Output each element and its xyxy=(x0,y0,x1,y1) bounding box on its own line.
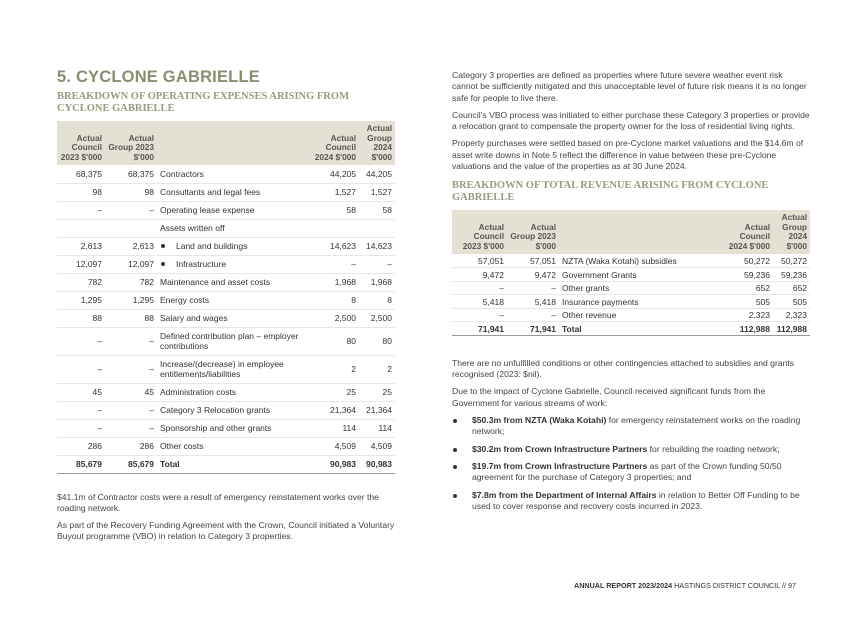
description-cell xyxy=(559,281,721,295)
description-cell xyxy=(157,309,307,327)
council-2024-cell: 25 xyxy=(307,383,359,401)
council-2024-cell: 59,236 xyxy=(721,268,773,282)
bullet-icon xyxy=(453,494,457,498)
row-label: Other revenue xyxy=(562,310,617,321)
description-cell xyxy=(157,291,307,309)
council-2024-cell: 2,323 xyxy=(721,308,773,322)
group-2023-cell: 2,613 xyxy=(105,237,157,255)
description-cell xyxy=(559,308,721,322)
table-row xyxy=(57,219,395,237)
group-2023-cell: 45 xyxy=(105,383,157,401)
council-2023-cell: 45 xyxy=(57,383,105,401)
group-2023-cell: – xyxy=(105,355,157,383)
group-2023-cell: 88 xyxy=(105,309,157,327)
row-label: Energy costs xyxy=(160,295,210,305)
group-2023-cell: – xyxy=(105,201,157,219)
council-2023-cell: 12,097 xyxy=(57,255,105,273)
total-row xyxy=(57,455,395,473)
table-row xyxy=(452,281,810,295)
council-2024-cell: 1,968 xyxy=(307,273,359,291)
group-2024-cell: 2,323 xyxy=(773,308,810,322)
header-group-2024: Actual Group 2024 $'000 xyxy=(359,121,395,165)
row-label: Assets written off xyxy=(160,223,225,233)
council-2024-cell: 80 xyxy=(307,327,359,355)
council-2023-cell: – xyxy=(57,201,105,219)
group-2024-cell: 44,205 xyxy=(359,165,395,183)
table-row xyxy=(452,254,810,268)
group-2024-cell: 50,272 xyxy=(773,254,810,268)
group-2024-cell: – xyxy=(359,255,395,273)
row-label: Sponsorship and other grants xyxy=(160,423,272,433)
table-row xyxy=(57,383,395,401)
bullet-icon xyxy=(453,419,457,423)
council-2024-cell: 44,205 xyxy=(307,165,359,183)
table-row xyxy=(57,273,395,291)
bullet-icon xyxy=(161,244,165,248)
header-council-2023: Actual Council 2023 $'000 xyxy=(452,210,507,254)
council-2023-cell: 1,295 xyxy=(57,291,105,309)
left-column xyxy=(57,68,395,549)
table-row xyxy=(57,237,395,255)
funding-purpose: for rebuilding the roading network; xyxy=(647,443,780,454)
group-2023-cell: – xyxy=(507,281,559,295)
header-council-2024: Actual Council 2024 $'000 xyxy=(721,210,773,254)
group-2023-cell: – xyxy=(507,308,559,322)
funding-amount: $50.3m from NZTA (Waka Kotahi) xyxy=(472,415,607,426)
council-2023-cell: – xyxy=(452,281,507,295)
row-label: NZTA (Waka Kotahi) subsidies xyxy=(562,255,677,266)
row-label: Increase/(decrease) in employee entitlements/liabilities xyxy=(160,359,284,379)
description-cell xyxy=(559,295,721,309)
table-row xyxy=(452,268,810,282)
row-label: Defined contribution plan – employer contributions xyxy=(160,331,299,351)
total-council-2024: 90,983 xyxy=(307,455,359,473)
description-cell xyxy=(157,327,307,355)
council-2023-cell xyxy=(57,219,105,237)
funding-purpose: for emergency reinstatement works on the roading network; xyxy=(472,415,801,437)
description-cell xyxy=(157,255,307,273)
bullet-icon xyxy=(161,262,165,266)
page-footer xyxy=(574,581,796,590)
total-group-2023: 85,679 xyxy=(105,455,157,473)
table-row xyxy=(57,401,395,419)
council-2023-cell: 9,472 xyxy=(452,268,507,282)
table-row xyxy=(57,165,395,183)
description-cell xyxy=(157,201,307,219)
council-2024-cell: 21,364 xyxy=(307,401,359,419)
council-2023-cell: 88 xyxy=(57,309,105,327)
row-label: Salary and wages xyxy=(160,313,228,323)
header-council-2024: Actual Council 2024 $'000 xyxy=(307,121,359,165)
vbo-paragraph: As part of the Recovery Funding Agreement with the Crown, Council initiated a Voluntary Buyout programme (VBO) in relation to Category 3 properties. xyxy=(57,520,395,542)
bullet-icon xyxy=(453,448,457,452)
bullet-icon xyxy=(453,465,457,469)
total-council-2023: 71,941 xyxy=(452,322,507,336)
council-2024-cell: 58 xyxy=(307,201,359,219)
row-label: Consultants and legal fees xyxy=(160,187,261,197)
row-label: Category 3 Relocation grants xyxy=(160,405,271,415)
revenue-table xyxy=(452,210,810,336)
description-cell xyxy=(157,419,307,437)
funding-purpose: in relation to Better Off Funding to be used to cover response and recovery costs incurred in 2023. xyxy=(472,489,800,511)
category3-definition-paragraph: Category 3 properties are defined as properties where future severe weather event risk cannot be sufficiently mitigated and this unacceptable level of future risk means it is no longer safe for people to live there. xyxy=(452,70,807,103)
list-item xyxy=(452,490,810,513)
row-label: Other costs xyxy=(160,441,204,451)
council-2023-cell: 782 xyxy=(57,273,105,291)
council-2024-cell: 114 xyxy=(307,419,359,437)
group-2024-cell: 2 xyxy=(359,355,395,383)
table-row xyxy=(57,183,395,201)
description-cell xyxy=(157,273,307,291)
council-2024-cell: 505 xyxy=(721,295,773,309)
bulleted-description xyxy=(160,241,304,251)
list-item xyxy=(452,444,810,455)
row-label: Government Grants xyxy=(562,269,637,280)
list-item xyxy=(452,461,810,484)
council-2024-cell: 1,527 xyxy=(307,183,359,201)
row-label: Insurance payments xyxy=(562,296,639,307)
description-cell xyxy=(157,355,307,383)
group-2023-cell: 98 xyxy=(105,183,157,201)
group-2023-cell: 57,051 xyxy=(507,254,559,268)
table-row xyxy=(452,308,810,322)
description-cell xyxy=(157,437,307,455)
table-row xyxy=(57,291,395,309)
expenses-table-header xyxy=(57,121,395,165)
row-label: Operating lease expense xyxy=(160,205,255,215)
group-2023-cell xyxy=(105,219,157,237)
group-2023-cell: 5,418 xyxy=(507,295,559,309)
row-label: Infrastructure xyxy=(176,259,227,269)
header-description xyxy=(157,121,307,165)
expenses-table xyxy=(57,121,395,474)
table-row xyxy=(57,201,395,219)
group-2024-cell: 14,623 xyxy=(359,237,395,255)
funding-list xyxy=(452,415,810,512)
bulleted-description xyxy=(160,259,304,269)
council-2023-cell: 2,613 xyxy=(57,237,105,255)
funding-amount: $30.2m from Crown Infrastructure Partners xyxy=(472,443,648,454)
group-2024-cell: 80 xyxy=(359,327,395,355)
council-2023-cell: – xyxy=(452,308,507,322)
council-2023-cell: – xyxy=(57,327,105,355)
group-2024-cell: 8 xyxy=(359,291,395,309)
council-2023-cell: 57,051 xyxy=(452,254,507,268)
total-group-2024: 90,983 xyxy=(359,455,395,473)
right-column xyxy=(452,70,810,518)
total-label: Total xyxy=(157,455,307,473)
group-2024-cell: 2,500 xyxy=(359,309,395,327)
section-title: 5. CYCLONE GABRIELLE xyxy=(57,68,260,86)
list-item xyxy=(452,415,810,438)
group-2024-cell: 505 xyxy=(773,295,810,309)
group-2023-cell: – xyxy=(105,327,157,355)
council-2024-cell: 652 xyxy=(721,281,773,295)
row-label: Contractors xyxy=(160,168,204,179)
description-cell xyxy=(157,237,307,255)
expenses-table-title: BREAKDOWN OF OPERATING EXPENSES ARISING FROM CYCLONE GABRIELLE xyxy=(57,91,349,114)
table-row xyxy=(452,295,810,309)
header-group-2024: Actual Group 2024 $'000 xyxy=(773,210,810,254)
header-council-2023: Actual Council 2023 $'000 xyxy=(57,121,105,165)
description-cell xyxy=(157,383,307,401)
group-2024-cell: 25 xyxy=(359,383,395,401)
footer-council-page: HASTINGS DISTRICT COUNCIL // 97 xyxy=(672,581,796,590)
group-2023-cell: 9,472 xyxy=(507,268,559,282)
description-cell xyxy=(157,219,307,237)
council-2024-cell: 8 xyxy=(307,291,359,309)
header-description xyxy=(559,210,721,254)
row-label: Administration costs xyxy=(160,387,237,397)
council-2024-cell: 2 xyxy=(307,355,359,383)
description-cell xyxy=(157,165,307,183)
group-2024-cell: 114 xyxy=(359,419,395,437)
header-group-2023: Actual Group 2023 $'000 xyxy=(105,121,157,165)
total-council-2023: 85,679 xyxy=(57,455,105,473)
council-2024-cell: 14,623 xyxy=(307,237,359,255)
revenue-table-title: BREAKDOWN OF TOTAL REVENUE ARISING FROM CYCLONE GABRIELLE xyxy=(452,180,769,204)
unfulfilled-conditions-paragraph: There are no unfulfilled conditions or other contingencies attached to subsidies and grants recognised (2023: $nil). xyxy=(452,357,795,380)
group-2023-cell: – xyxy=(105,401,157,419)
council-2023-cell: – xyxy=(57,419,105,437)
property-purchases-paragraph: Property purchases were settled based on pre-Cyclone market valuations and the $14.6m of asset write downs in Note 5 reflect the difference in value between these pre-Cyclone valuations and the value of the properties as at 30 June 2024. xyxy=(452,138,804,172)
group-2024-cell xyxy=(359,219,395,237)
group-2023-cell: – xyxy=(105,419,157,437)
table-row xyxy=(57,419,395,437)
group-2023-cell: 1,295 xyxy=(105,291,157,309)
council-2023-cell: 286 xyxy=(57,437,105,455)
description-cell xyxy=(157,401,307,419)
council-2023-cell: – xyxy=(57,401,105,419)
row-label: Other grants xyxy=(562,283,610,294)
total-label: Total xyxy=(559,322,721,336)
footer-report-title: ANNUAL REPORT 2023/2024 xyxy=(574,581,673,590)
council-2024-cell xyxy=(307,219,359,237)
total-group-2023: 71,941 xyxy=(507,322,559,336)
funding-amount: $19.7m from Crown Infrastructure Partners xyxy=(472,460,648,471)
council-2024-cell: – xyxy=(307,255,359,273)
council-2023-cell: 68,375 xyxy=(57,165,105,183)
group-2024-cell: 21,364 xyxy=(359,401,395,419)
group-2024-cell: 4,509 xyxy=(359,437,395,455)
council-2023-cell: 98 xyxy=(57,183,105,201)
table-row xyxy=(57,309,395,327)
group-2023-cell: 68,375 xyxy=(105,165,157,183)
group-2023-cell: 782 xyxy=(105,273,157,291)
council-2024-cell: 2,500 xyxy=(307,309,359,327)
table-row xyxy=(57,355,395,383)
council-2023-cell: 5,418 xyxy=(452,295,507,309)
total-council-2024: 112,988 xyxy=(721,322,773,336)
group-2023-cell: 12,097 xyxy=(105,255,157,273)
contractor-costs-paragraph: $41.1m of Contractor costs were a result of emergency reinstatement works over the roading network. xyxy=(57,491,379,513)
group-2024-cell: 1,968 xyxy=(359,273,395,291)
funds-received-paragraph: Due to the impact of Cyclone Gabrielle, Council received significant funds from the Government for various streams of work: xyxy=(452,386,766,408)
total-group-2024: 112,988 xyxy=(773,322,810,336)
group-2023-cell: 286 xyxy=(105,437,157,455)
council-2023-cell: – xyxy=(57,355,105,383)
row-label: Land and buildings xyxy=(176,241,248,251)
council-2024-cell: 50,272 xyxy=(721,254,773,268)
total-row xyxy=(452,322,810,336)
group-2024-cell: 58 xyxy=(359,201,395,219)
description-cell xyxy=(559,254,721,268)
vbo-process-paragraph: Council’s VBO process was initiated to either purchase these Category 3 properties or provide a relocation grant to compensate the property owner for the loss of residential living rights. xyxy=(452,109,810,132)
council-2024-cell: 4,509 xyxy=(307,437,359,455)
row-label: Maintenance and asset costs xyxy=(160,277,271,287)
group-2024-cell: 652 xyxy=(773,281,810,295)
description-cell xyxy=(559,268,721,282)
revenue-table-header xyxy=(452,210,810,254)
group-2024-cell: 1,527 xyxy=(359,183,395,201)
header-group-2023: Actual Group 2023 $'000 xyxy=(507,210,559,254)
table-row xyxy=(57,437,395,455)
table-row xyxy=(57,327,395,355)
funding-purpose: as part of the Crown funding 50/50 agreement for the purchase of Category 3 properties; and xyxy=(472,460,782,483)
table-row xyxy=(57,255,395,273)
group-2024-cell: 59,236 xyxy=(773,268,810,282)
funding-amount: $7.8m from the Department of Internal Affairs xyxy=(472,489,657,500)
description-cell xyxy=(157,183,307,201)
